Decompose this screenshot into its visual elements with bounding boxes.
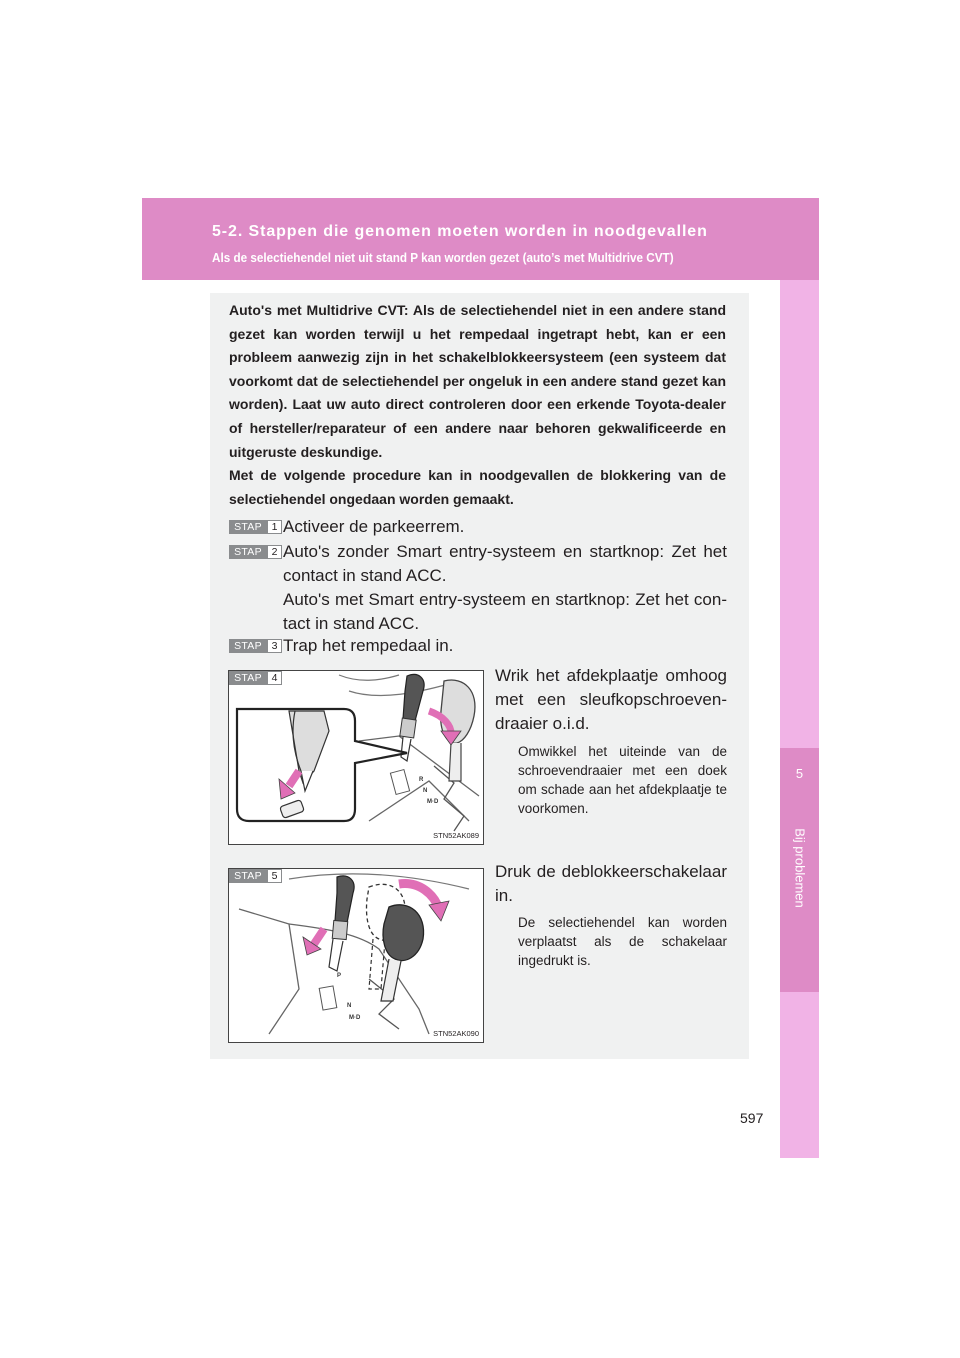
page-number: 597: [740, 1110, 764, 1126]
step-4-figure: [228, 670, 484, 845]
gear-label-p-2: P: [337, 973, 342, 979]
step-4-text: Wrik het afdekplaatje omhoog met een sleufkopschroeven-draaier o.i.d.: [495, 666, 727, 733]
gear-label-n-2: N: [347, 1003, 352, 1009]
step-5-badge: STAP 5: [229, 869, 282, 883]
step-1-badge: STAP 1: [229, 520, 282, 534]
step-1-text: Activeer de parkeerrem.: [283, 517, 465, 536]
step-5-text: Druk de deblokkeerschakelaar in.: [495, 862, 727, 905]
gear-label-r: R: [419, 777, 424, 783]
step-5-note: De selectiehendel kan worden verplaatst als de schakelaar ingedrukt is.: [518, 915, 727, 968]
step-4-note: Omwikkel het uiteinde van de schroevendraaier met een doek om schade aan het afdekplaatje te voorkomen.: [518, 744, 727, 816]
gear-label-n: N: [423, 788, 428, 794]
step-3-text: Trap het rempedaal in.: [283, 636, 454, 655]
shift-release-illustration: [229, 869, 483, 1042]
intro-text: Auto's met Multidrive CVT: Als de selectiehendel niet in een andere stand gezet kan worden terwijl u het rempedaal ingetrapt hebt, kan er een probleem aanwezig zijn in het schakelblokkeersysteem (een systeem dat voorkomt dat de selectiehendel per ongeluk in een andere stand gezet kan worden). Laat uw auto direct controleren door een erkende Toyota-dealer of hersteller/reparateur of een andere naar behoren gekwalificeerde en uitgeruste deskundige. Met de volgende procedure kan in noodgevallen de blokkering van de selectiehendel ongedaan worden gemaakt.: [229, 302, 726, 507]
step-4-badge: STAP 4: [229, 671, 282, 685]
chapter-sidebar: [780, 280, 819, 1158]
chapter-label: Bij problemen: [792, 828, 808, 908]
step-2-text: Auto's zonder Smart entry-systeem en startknop: Zet het contact in stand ACC. Auto's met Smart entry-systeem en startknop: Zet het con-tact in stand ACC.: [283, 542, 727, 633]
section-header: [142, 198, 819, 280]
chapter-number: 5: [795, 766, 804, 781]
gear-label-d-2: M·D: [349, 1015, 361, 1021]
step-5-figure: [228, 868, 484, 1043]
content-panel: [210, 293, 749, 1059]
section-title: 5-2. Stappen die genomen moeten worden in noodgevallen: [212, 223, 708, 240]
step-3-badge: STAP 3: [229, 639, 282, 653]
figure-code-2: STN52AK090: [433, 1029, 479, 1038]
gear-label-d: M·D: [427, 799, 439, 805]
figure-code: STN52AK089: [433, 831, 479, 840]
step-2-badge: STAP 2: [229, 545, 282, 559]
section-subtitle: Als de selectiehendel niet uit stand P kan worden gezet (auto’s met Multidrive CVT): [212, 250, 674, 265]
shift-cover-illustration: [229, 671, 483, 844]
